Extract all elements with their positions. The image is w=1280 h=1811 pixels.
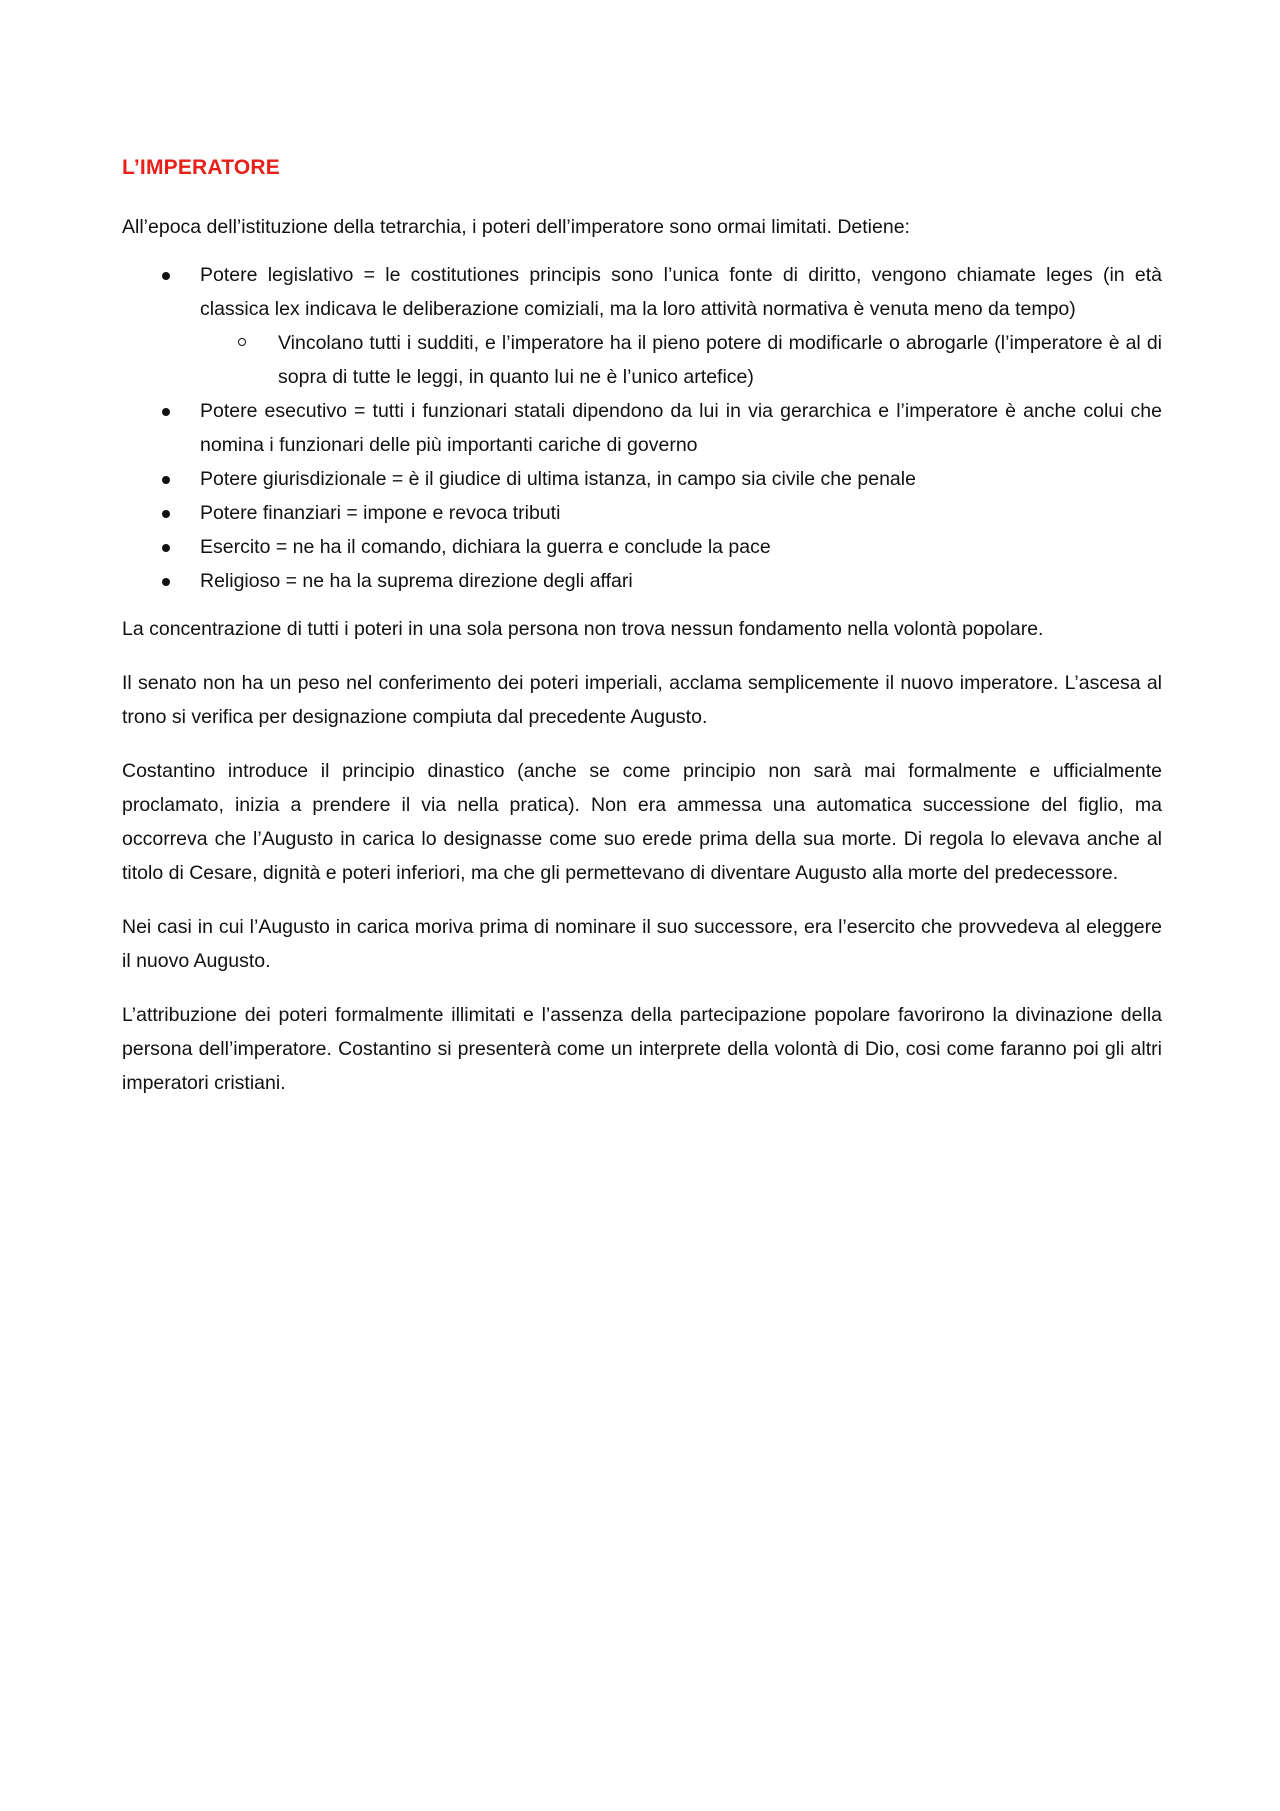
sub-list-item-text: Vincolano tutti i sudditi, e l’imperatore ha il pieno potere di modificarle o abrogarle (l’imperatore è al di sopra di tutte le leggi, in quanto lui ne è l’unico artefice) — [278, 332, 1162, 388]
list-item-text: Potere finanziari = impone e revoca tributi — [200, 502, 561, 524]
bullet-icon — [162, 544, 170, 552]
body-paragraph: Nei casi in cui l’Augusto in carica moriva prima di nominare il suo successore, era l’esercito che provvedeva al eleggere il nuovo Augusto. — [122, 916, 1162, 972]
hollow-bullet-icon — [238, 338, 246, 346]
page-title: L’IMPERATORE — [122, 156, 280, 179]
list-item-text: Potere esecutivo = tutti i funzionari statali dipendono da lui in via gerarchica e l’imperatore è anche colui che nomina i funzionari delle più importanti cariche di governo — [200, 400, 1162, 456]
intro-paragraph: All’epoca dell’istituzione della tetrarchia, i poteri dell’imperatore sono ormai limitati. Detiene: — [122, 216, 910, 238]
bullet-icon — [162, 510, 170, 518]
bullet-icon — [162, 272, 170, 280]
bullet-icon — [162, 578, 170, 586]
body-paragraph: La concentrazione di tutti i poteri in una sola persona non trova nessun fondamento nella volontà popolare. — [122, 618, 1044, 640]
powers-list — [122, 258, 1162, 598]
list-item-text: Potere giurisdizionale = è il giudice di ultima istanza, in campo sia civile che penale — [200, 468, 916, 490]
list-item-religious — [122, 564, 1162, 598]
list-item-legislative — [122, 258, 1162, 394]
list-item-text: Religioso = ne ha la suprema direzione degli affari — [200, 570, 633, 592]
list-item-executive — [122, 394, 1162, 462]
list-item-text: Potere legislativo = le costitutiones principis sono l’unica fonte di diritto, vengono chiamate leges (in età classica lex indicava le deliberazione comiziali, ma la loro attività normativa è venuta meno da tempo) — [200, 264, 1162, 320]
body-paragraph: Costantino introduce il principio dinastico (anche se come principio non sarà mai formalmente e ufficialmente proclamato, inizia a prendere il via nella pratica). Non era ammessa una automatica successione del figlio, ma occorreva che l’Augusto in carica lo designasse come suo erede prima della sua morte. Di regola lo elevava anche al titolo di Cesare, dignità e poteri inferiori, ma che gli permettevano di diventare Augusto alla morte del predecessore. — [122, 760, 1162, 884]
sub-list-item — [200, 326, 1162, 394]
bullet-icon — [162, 408, 170, 416]
list-item-judicial — [122, 462, 1162, 496]
list-item-financial — [122, 496, 1162, 530]
body-paragraph: Il senato non ha un peso nel conferimento dei poteri imperiali, acclama semplicemente il nuovo imperatore. L’ascesa al trono si verifica per designazione compiuta dal precedente Augusto. — [122, 672, 1162, 728]
bullet-icon — [162, 476, 170, 484]
list-item-text: Esercito = ne ha il comando, dichiara la guerra e conclude la pace — [200, 536, 771, 558]
sub-list — [200, 326, 1162, 394]
list-item-army — [122, 530, 1162, 564]
body-paragraph: L’attribuzione dei poteri formalmente illimitati e l’assenza della partecipazione popolare favorirono la divinazione della persona dell’imperatore. Costantino si presenterà come un interprete della volontà di Dio, cosi come faranno poi gli altri imperatori cristiani. — [122, 1004, 1162, 1094]
document-page — [122, 150, 1162, 1120]
